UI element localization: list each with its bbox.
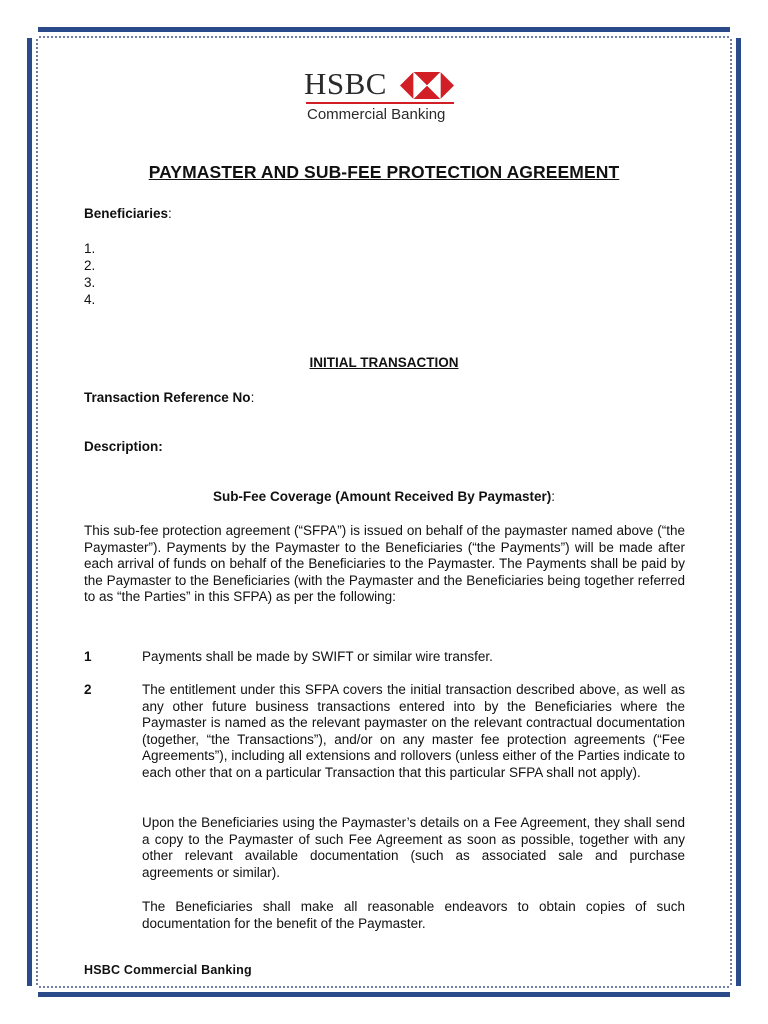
clause-paragraph: Upon the Beneficiaries using the Paymaster’s details on a Fee Agreement, they shall send a copy to the Paymaster of such Fee Agreement as soon as possible, together with any other relevant available documentation (such as associated sale and purchase agreements or similar). <box>142 815 685 880</box>
clause-number: 1 <box>84 649 92 664</box>
logo-subtitle: Commercial Banking <box>307 106 446 123</box>
transaction-reference-colon: : <box>250 390 255 405</box>
transaction-reference-label: Transaction Reference No <box>84 390 251 405</box>
hsbc-logo <box>304 68 464 128</box>
border-corner <box>730 24 744 38</box>
hexagon-logo-icon <box>400 72 454 99</box>
border-corner <box>24 986 38 1000</box>
intro-paragraph: This sub-fee protection agreement (“SFPA”) is issued on behalf of the paymaster named above (“the Paymaster”). Payments by the Paymaster to the Beneficiaries (“the Payments”) will be made after each arrival of funds on behalf of the Beneficiaries to the Paymaster. The Payments shall be paid by the Paymaster to the Beneficiaries (with the Paymaster and the Beneficiaries being together referred to as “the Parties” in this SFPA) as per the following: <box>84 523 685 604</box>
coverage-colon: : <box>551 489 556 504</box>
description-label: Description: <box>84 439 163 454</box>
logo-wordmark: HSBC <box>304 66 387 101</box>
clause-paragraph: The Beneficiaries shall make all reasonable endeavors to obtain copies of such documentation for the benefit of the Paymaster. <box>142 899 685 931</box>
logo-divider <box>306 102 454 104</box>
beneficiary-item: 4. <box>84 292 96 307</box>
beneficiary-item: 2. <box>84 258 96 273</box>
clause-text: The entitlement under this SFPA covers the initial transaction described above, as well as any other future business transactions entered into by the Beneficiaries where the Paymaster is named as the relevant paymaster on the relevant contractual documentation (together, “the Transactions”), and/or on any master fee protection agreements (“Fee Agreements”), including all extensions and rollovers (unless either of the Parties indicate to each other that on a particular Transaction that this particular SFPA shall not apply). <box>142 682 685 780</box>
beneficiary-item: 1. <box>84 241 96 256</box>
section-heading: INITIAL TRANSACTION <box>309 355 459 370</box>
clause-text: Payments shall be made by SWIFT or similar wire transfer. <box>142 649 493 664</box>
description-field <box>84 439 163 454</box>
beneficiaries-colon: : <box>168 206 172 221</box>
beneficiaries-field <box>84 206 172 221</box>
border-corner <box>730 986 744 1000</box>
beneficiary-item: 3. <box>84 275 96 290</box>
document-title: PAYMASTER AND SUB-FEE PROTECTION AGREEMENT <box>148 162 620 182</box>
coverage-field <box>84 489 684 504</box>
border-corner <box>24 24 38 38</box>
beneficiaries-list <box>84 240 95 308</box>
transaction-reference-field <box>84 390 254 405</box>
beneficiaries-label: Beneficiaries <box>84 206 169 221</box>
clause-number: 2 <box>84 682 92 697</box>
page-footer: HSBC Commercial Banking <box>84 963 252 977</box>
coverage-label: Sub-Fee Coverage (Amount Received By Paymaster) <box>212 489 552 504</box>
